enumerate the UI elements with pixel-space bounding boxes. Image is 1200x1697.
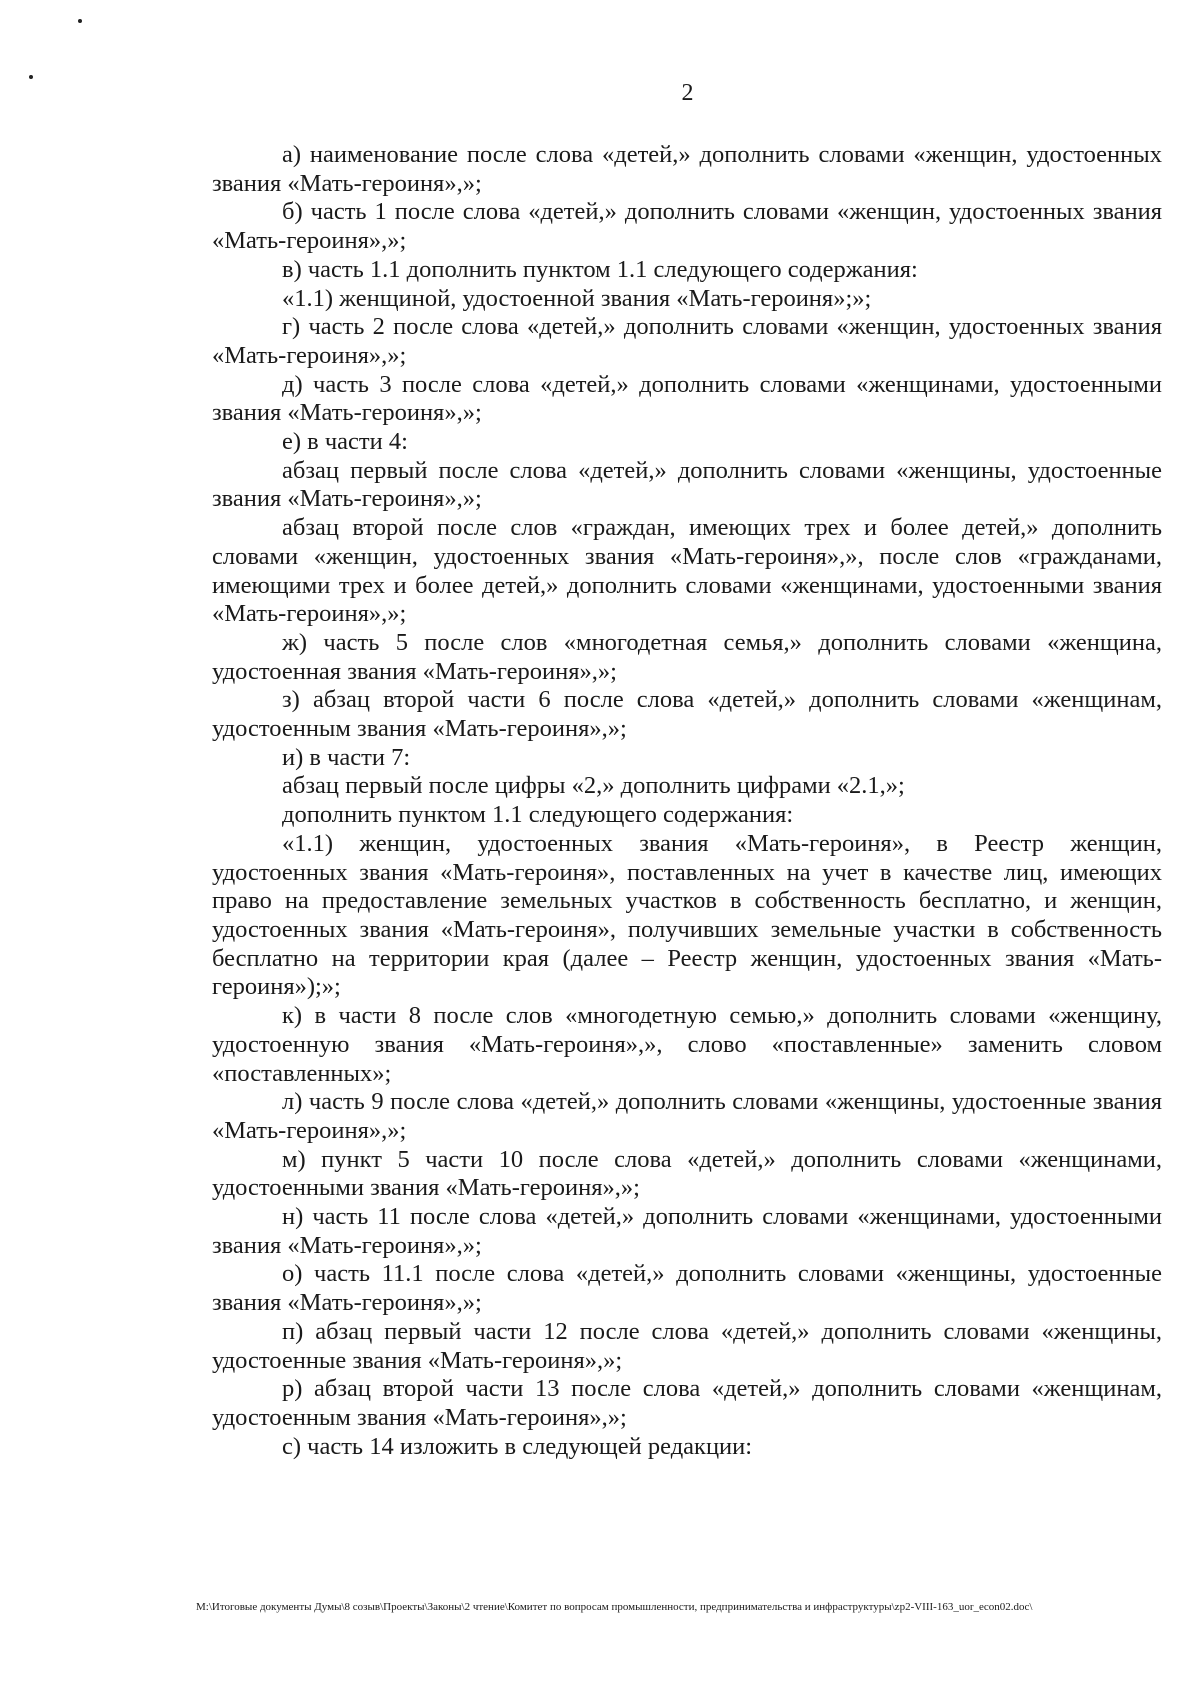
- page-number: 2: [681, 80, 694, 106]
- paragraph: «1.1) женщин, удостоенных звания «Мать-героиня», в Реестр женщин, удостоенных звания «Мать-героиня», поставленных на учет в качестве лиц, имеющих право на предоставление земельных участков в собственность бесплатно, и женщин, удостоенных звания «Мать-героиня», получивших земельные участки в собственность бесплатно на территории края (далее – Реестр женщин, удостоенных звания «Мать-героиня»);»;: [212, 829, 1162, 1001]
- file-path-footer: M:\Итоговые документы Думы\8 созыв\Проекты\Законы\2 чтение\Комитет по вопросам промышленности, предпринимательства и инфраструктуры\zp2-VIII-163_uor_econ02.doc\: [196, 1601, 1033, 1613]
- paragraph: с) часть 14 изложить в следующей редакции:: [282, 1432, 753, 1460]
- paragraph: о) часть 11.1 после слова «детей,» дополнить словами «женщины, удостоенные звания «Мать-героиня»,»;: [212, 1260, 1162, 1317]
- paragraph: ж) часть 5 после слов «многодетная семья,» дополнить словами «женщина, удостоенная звания «Мать-героиня»,»;: [212, 628, 1162, 685]
- paragraph: з) абзац второй части 6 после слова «детей,» дополнить словами «женщинам, удостоенным звания «Мать-героиня»,»;: [212, 686, 1162, 743]
- paragraph: а) наименование после слова «детей,» дополнить словами «женщин, удостоенных звания «Мать-героиня»,»;: [212, 141, 1162, 197]
- scan-speck: [29, 75, 33, 79]
- paragraph: л) часть 9 после слова «детей,» дополнить словами «женщины, удостоенные звания «Мать-героиня»,»;: [212, 1088, 1162, 1144]
- paragraph: абзац первый после цифры «2,» дополнить цифрами «2.1,»;: [282, 772, 905, 800]
- paragraph: к) в части 8 после слов «многодетную семью,» дополнить словами «женщину, удостоенную звания «Мать-героиня»,», слово «поставленные» заменить словом «поставленных»;: [212, 1002, 1162, 1087]
- paragraph: м) пункт 5 части 10 после слова «детей,» дополнить словами «женщинами, удостоенными звания «Мать-героиня»,»;: [212, 1145, 1162, 1202]
- document-body: [212, 141, 1162, 1461]
- paragraph: дополнить пунктом 1.1 следующего содержания:: [282, 801, 794, 829]
- paragraph: и) в части 7:: [282, 743, 411, 771]
- paragraph: в) часть 1.1 дополнить пунктом 1.1 следующего содержания:: [282, 255, 918, 283]
- paragraph: д) часть 3 после слова «детей,» дополнить словами «женщинами, удостоенными звания «Мать-героиня»,»;: [212, 370, 1162, 427]
- paragraph: «1.1) женщиной, удостоенной звания «Мать-героиня»;»;: [282, 284, 872, 312]
- paragraph: н) часть 11 после слова «детей,» дополнить словами «женщинами, удостоенными звания «Мать-героиня»,»;: [212, 1203, 1162, 1259]
- paragraph: абзац второй после слов «граждан, имеющих трех и более детей,» дополнить словами «женщин, удостоенных звания «Мать-героиня»,», после слов «гражданами, имеющими трех и более детей,» дополнить словами «женщинами, удостоенными звания «Мать-героиня»,»;: [212, 514, 1162, 628]
- paragraph: б) часть 1 после слова «детей,» дополнить словами «женщин, удостоенных звания «Мать-героиня»,»;: [212, 198, 1162, 255]
- paragraph: абзац первый после слова «детей,» дополнить словами «женщины, удостоенные звания «Мать-героиня»,»;: [212, 456, 1162, 513]
- paragraph: п) абзац первый части 12 после слова «детей,» дополнить словами «женщины, удостоенные звания «Мать-героиня»,»;: [212, 1317, 1162, 1374]
- paragraph: г) часть 2 после слова «детей,» дополнить словами «женщин, удостоенных звания «Мать-героиня»,»;: [212, 313, 1162, 369]
- paragraph: р) абзац второй части 13 после слова «детей,» дополнить словами «женщинам, удостоенным звания «Мать-героиня»,»;: [212, 1375, 1162, 1431]
- paragraph: е) в части 4:: [282, 428, 408, 456]
- scan-speck: [78, 19, 82, 23]
